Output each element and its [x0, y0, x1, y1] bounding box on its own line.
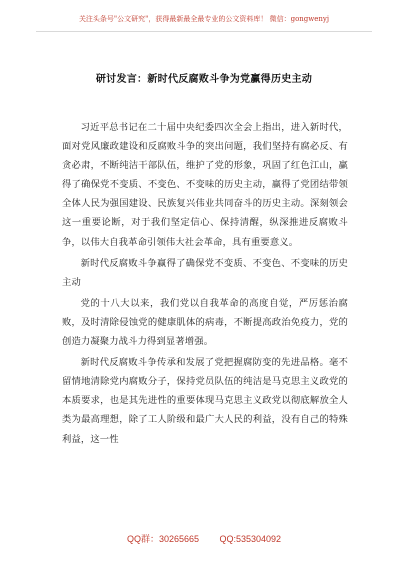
document-body: [62, 118, 348, 451]
header-divider: [36, 31, 372, 32]
paragraph-1: 习近平总书记在二十届中央纪委四次全会上指出，进入新时代，面对党风廉政建设和反腐败斗争的突出问题，我们坚持有腐必反、有贪必肃，不断纯洁干部队伍，维护了党的形象，巩固了红色江山，赢得了确保党不变质、不变色、不变味的历史主动，赢得了党团结带领全体人民为强国建设、民族复兴伟业共同奋斗的历史主动。深刻领会这一重要论断，对于我们坚定信心、保持清醒，纵深推进反腐败斗争，以伟大自我革命引领伟大社会革命，具有重要意义。: [62, 122, 348, 248]
header-banner: 关注头条号"公文研究"，获得最新最全最专业的公文资料库！ 微信：gongwenyj: [78, 15, 330, 23]
document-title: 研讨发言：新时代反腐败斗争为党赢得历史主动: [95, 74, 313, 85]
footer-qq-group: QQ群：30265665: [126, 534, 199, 544]
paragraph-2: 党的十八大以来，我们党以自我革命的高度自觉，严厉惩治腐败，及时清除侵蚀党的健康肌体的病毒，不断提高政治免疫力，党的创造力凝聚力战斗力得到显著增强。: [62, 297, 348, 348]
paragraph-3: 新时代反腐败斗争传承和发展了党把握腐防变的先进品格。毫不留情地清除党内腐败分子，保持党员队伍的纯洁是马克思主义政党的本质要求，也是其先进性的重要体现马克思主义政党以彻底解放全人类为最高理想，除了工人阶级和最广大人民的利益，没有自己的特殊利益，这一性: [62, 357, 348, 445]
footer-contact: [0, 532, 408, 545]
section-heading: 新时代反腐败斗争赢得了确保党不变质、不变色、不变味的历史主动: [62, 257, 348, 288]
footer-qq-number: QQ:535304092: [219, 534, 282, 544]
